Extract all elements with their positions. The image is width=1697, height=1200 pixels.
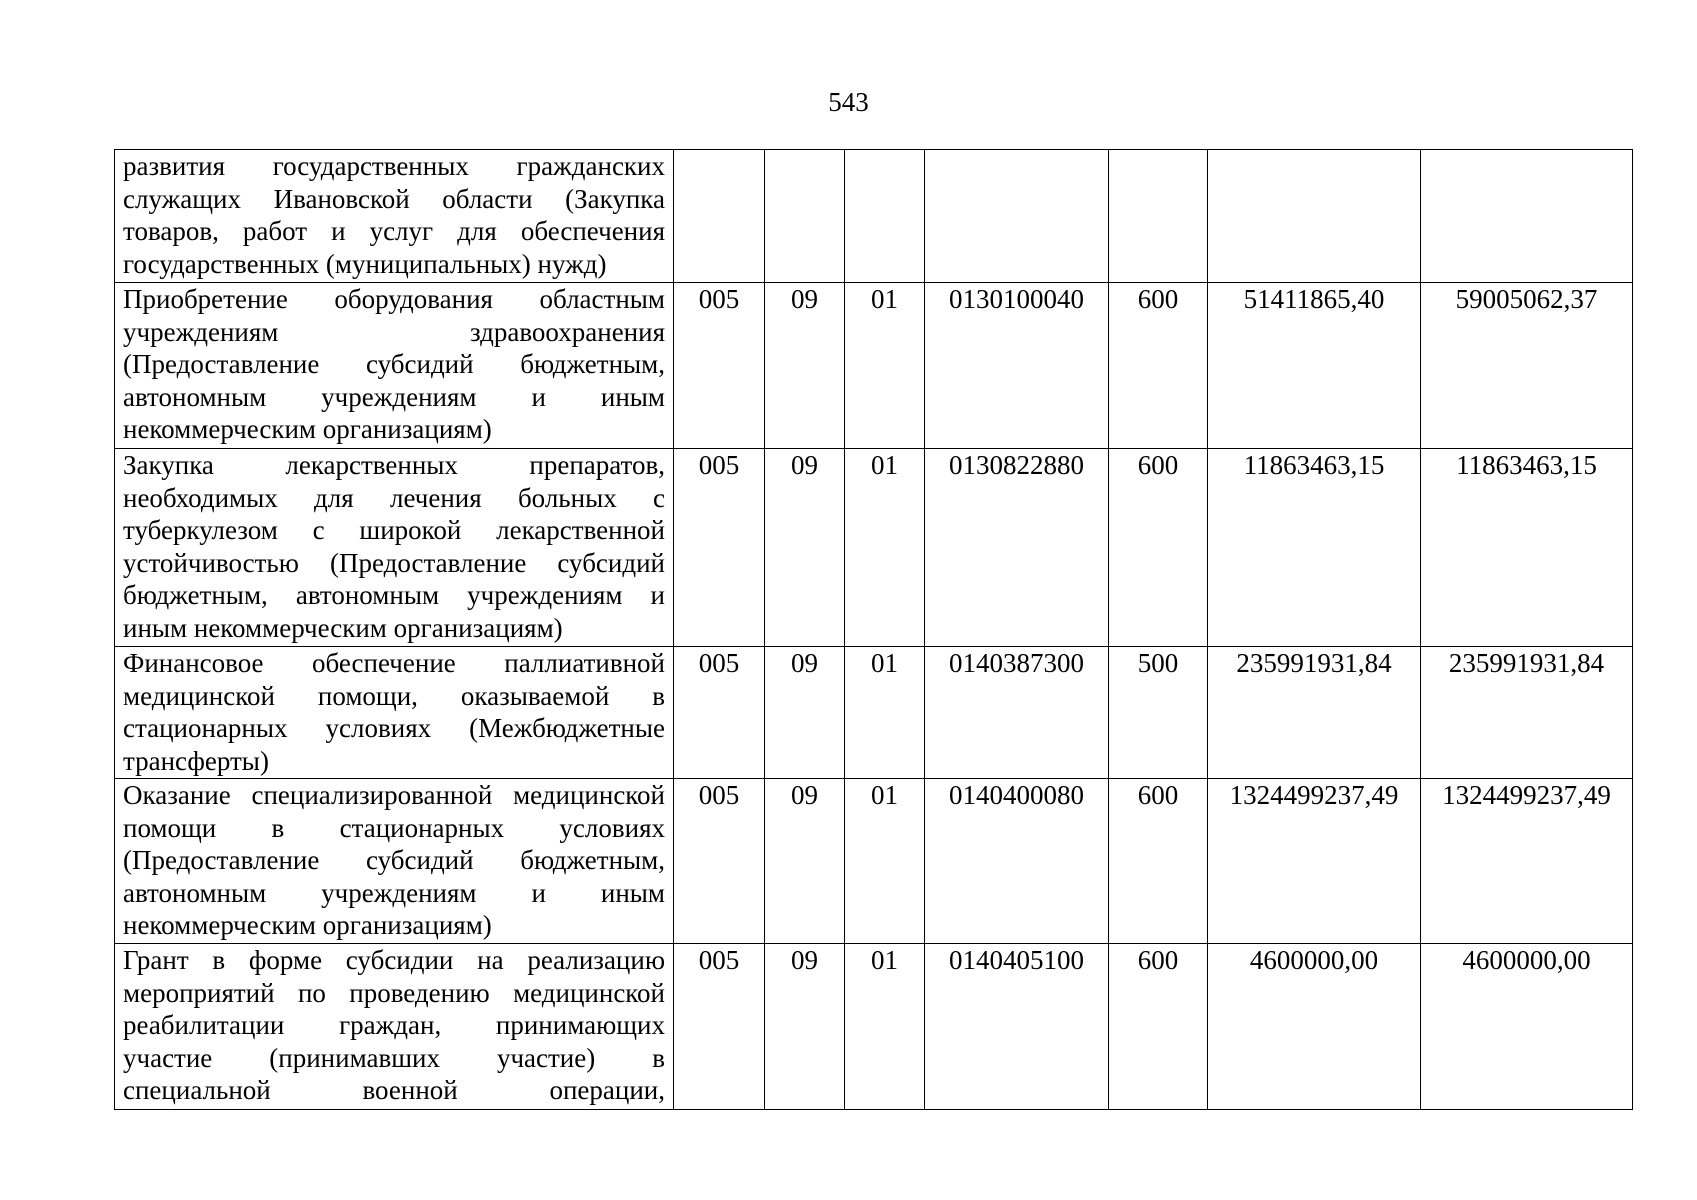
row-description: Приобретение оборудования областным учреждениям здравоохранения (Предоставление субсидий бюджетным, автономным учреждениям и иным некоммерческим организациям) <box>115 283 674 449</box>
expense-type-code: 600 <box>1109 944 1208 1110</box>
budget-table <box>114 149 1633 1110</box>
table-row <box>115 779 1633 944</box>
section-code <box>765 150 845 283</box>
ministry-code: 005 <box>674 449 765 647</box>
table-row <box>115 647 1633 779</box>
amount-year-2: 59005062,37 <box>1421 283 1633 449</box>
target-article-code: 0140387300 <box>925 647 1109 779</box>
amount-year-1: 11863463,15 <box>1208 449 1421 647</box>
target-article-code: 0140405100 <box>925 944 1109 1110</box>
subsection-code: 01 <box>845 779 925 944</box>
amount-year-2 <box>1421 150 1633 283</box>
row-description: развития государственных гражданских служащих Ивановской области (Закупка товаров, работ и услуг для обеспечения государственных (муниципальных) нужд) <box>115 150 674 283</box>
amount-year-1 <box>1208 150 1421 283</box>
section-code: 09 <box>765 944 845 1110</box>
table-row <box>115 944 1633 1110</box>
section-code: 09 <box>765 283 845 449</box>
amount-year-2: 235991931,84 <box>1421 647 1633 779</box>
row-description: Финансовое обеспечение паллиативной медицинской помощи, оказываемой в стационарных условиях (Межбюджетные трансферты) <box>115 647 674 779</box>
ministry-code: 005 <box>674 944 765 1110</box>
section-code: 09 <box>765 779 845 944</box>
expense-type-code: 600 <box>1109 779 1208 944</box>
subsection-code: 01 <box>845 647 925 779</box>
amount-year-1: 51411865,40 <box>1208 283 1421 449</box>
row-description: Оказание специализированной медицинской помощи в стационарных условиях (Предоставление субсидий бюджетным, автономным учреждениям и иным некоммерческим организациям) <box>115 779 674 944</box>
amount-year-1: 235991931,84 <box>1208 647 1421 779</box>
target-article-code: 0130100040 <box>925 283 1109 449</box>
amount-year-1: 1324499237,49 <box>1208 779 1421 944</box>
amount-year-2: 4600000,00 <box>1421 944 1633 1110</box>
table-row <box>115 150 1633 283</box>
target-article-code <box>925 150 1109 283</box>
table-row <box>115 283 1633 449</box>
page-number: 543 <box>828 87 869 117</box>
table-row <box>115 449 1633 647</box>
subsection-code: 01 <box>845 283 925 449</box>
ministry-code: 005 <box>674 647 765 779</box>
expense-type-code: 600 <box>1109 283 1208 449</box>
ministry-code: 005 <box>674 779 765 944</box>
target-article-code: 0130822880 <box>925 449 1109 647</box>
amount-year-1: 4600000,00 <box>1208 944 1421 1110</box>
target-article-code: 0140400080 <box>925 779 1109 944</box>
amount-year-2: 11863463,15 <box>1421 449 1633 647</box>
subsection-code: 01 <box>845 449 925 647</box>
subsection-code: 01 <box>845 944 925 1110</box>
section-code: 09 <box>765 449 845 647</box>
ministry-code: 005 <box>674 283 765 449</box>
ministry-code <box>674 150 765 283</box>
expense-type-code: 600 <box>1109 449 1208 647</box>
row-description: Грант в форме субсидии на реализацию мероприятий по проведению медицинской реабилитации граждан, принимающих участие (принимавших участие) в специальной военной операции, <box>115 944 674 1110</box>
row-description: Закупка лекарственных препаратов, необходимых для лечения больных с туберкулезом с широкой лекарственной устойчивостью (Предоставление субсидий бюджетным, автономным учреждениям и иным некоммерческим организациям) <box>115 449 674 647</box>
expense-type-code: 500 <box>1109 647 1208 779</box>
amount-year-2: 1324499237,49 <box>1421 779 1633 944</box>
expense-type-code <box>1109 150 1208 283</box>
subsection-code <box>845 150 925 283</box>
section-code: 09 <box>765 647 845 779</box>
